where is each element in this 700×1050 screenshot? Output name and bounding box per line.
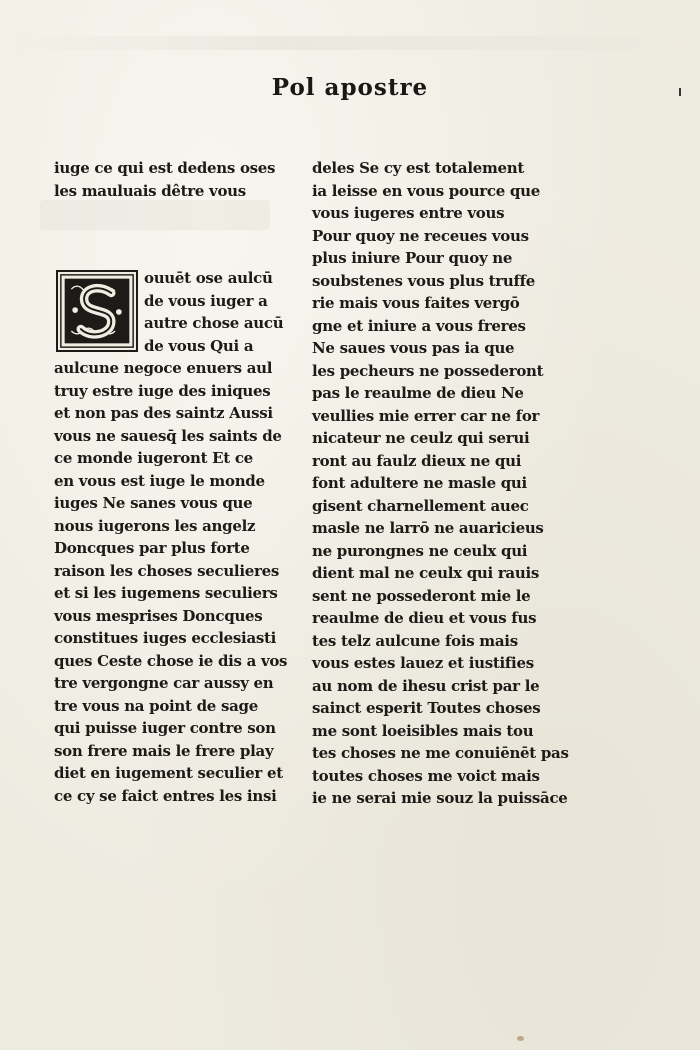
text-line: ront au faulz dieux ne qui xyxy=(312,451,522,470)
text-line: les mauluais dêtre vous xyxy=(54,181,246,200)
text-line: ce cy se faict entres les insi xyxy=(54,786,277,805)
text-line: me sont loeisibles mais tou xyxy=(312,721,534,740)
text-line: en vous est iuge le monde xyxy=(54,471,265,490)
edge-mark xyxy=(679,88,681,96)
text-line: autre chose aucū xyxy=(144,314,284,332)
text-line: ce monde iugeront Et ce xyxy=(54,449,253,467)
text-line: rie mais vous faites vergō xyxy=(312,294,520,312)
text-line: et non pas des saintz Aussi xyxy=(54,404,273,422)
text-line: nicateur ne ceulz qui serui xyxy=(312,429,530,447)
text-line: font adultere ne masle qui xyxy=(312,474,527,492)
text-line: tre vergongne car aussy en xyxy=(54,674,274,692)
text-line: diet en iugement seculier et xyxy=(54,764,283,782)
text-line: vous ne sauesq̄ les saints de xyxy=(54,426,282,445)
text-line: son frere mais le frere play xyxy=(54,741,274,760)
text-line: vous mesprises Doncques xyxy=(54,606,263,625)
text-line: masle ne larrō ne auaricieus xyxy=(312,519,544,537)
text-line: iuge ce qui est dedens oses xyxy=(54,159,276,177)
text-line: toutes choses me voict mais xyxy=(312,766,540,785)
left-column-top xyxy=(54,157,275,202)
text-line: plus iniure Pour quoy ne xyxy=(312,249,513,267)
text-line: Doncques par plus forte xyxy=(54,539,250,557)
text-line: les pecheurs ne possederont xyxy=(312,361,544,380)
text-line: constitues iuges ecclesiasti xyxy=(54,629,277,647)
text-line: tre vous na point de sage xyxy=(54,696,258,715)
text-line: deles Se cy est totalement xyxy=(312,159,525,177)
text-line: ouuēt ose aulcū xyxy=(144,269,273,287)
show-through-stain xyxy=(40,200,270,230)
text-line: tes choses ne me conuiēnēt pas xyxy=(312,744,569,762)
text-line: truy estre iuge des iniques xyxy=(54,381,271,400)
text-line: pas le reaulme de dieu Ne xyxy=(312,384,524,402)
text-line: Ne saues vous pas ia que xyxy=(312,339,515,357)
text-line: sainct esperit Toutes choses xyxy=(312,699,541,717)
running-head: Pol apostre xyxy=(271,74,429,101)
text-line: aulcune negoce enuers aul xyxy=(54,359,273,377)
text-line: et si les iugemens seculiers xyxy=(54,584,278,602)
text-line: veullies mie errer car ne for xyxy=(312,406,540,425)
text-line: reaulme de dieu et vous fus xyxy=(312,609,537,627)
text-line: vous iugeres entre vous xyxy=(312,204,505,222)
text-line: sent ne possederont mie le xyxy=(312,586,531,605)
text-line: Pour quoy ne receues vous xyxy=(312,226,529,245)
text-line: au nom de ihesu crist par le xyxy=(312,676,540,695)
right-column xyxy=(312,157,569,810)
text-line: ne purongnes ne ceulx qui xyxy=(312,541,528,560)
text-line: tes telz aulcune fois mais xyxy=(312,631,518,650)
text-line: de vous Qui a xyxy=(144,336,254,355)
show-through-stain xyxy=(0,36,700,50)
text-line: nous iugerons les angelz xyxy=(54,516,256,535)
text-line: soubstenes vous plus truffe xyxy=(312,271,536,290)
text-line: vous estes lauez et iustifies xyxy=(312,654,534,672)
text-line: iuges Ne sanes vous que xyxy=(54,494,253,512)
text-line: raison les choses seculieres xyxy=(54,561,279,580)
text-line: ia leisse en vous pource que xyxy=(312,181,540,200)
text-line: ques Ceste chose ie dis a vos xyxy=(54,651,288,670)
left-column xyxy=(54,267,287,807)
paper-stain xyxy=(517,1036,524,1041)
text-line: ie ne serai mie souz la puissāce xyxy=(312,789,568,807)
text-line: gisent charnellement auec xyxy=(312,496,529,515)
text-line: gne et iniure a vous freres xyxy=(312,316,526,335)
text-line: dient mal ne ceulx qui rauis xyxy=(312,564,540,582)
text-line: qui puisse iuger contre son xyxy=(54,719,276,737)
text-line: de vous iuger a xyxy=(144,291,268,310)
